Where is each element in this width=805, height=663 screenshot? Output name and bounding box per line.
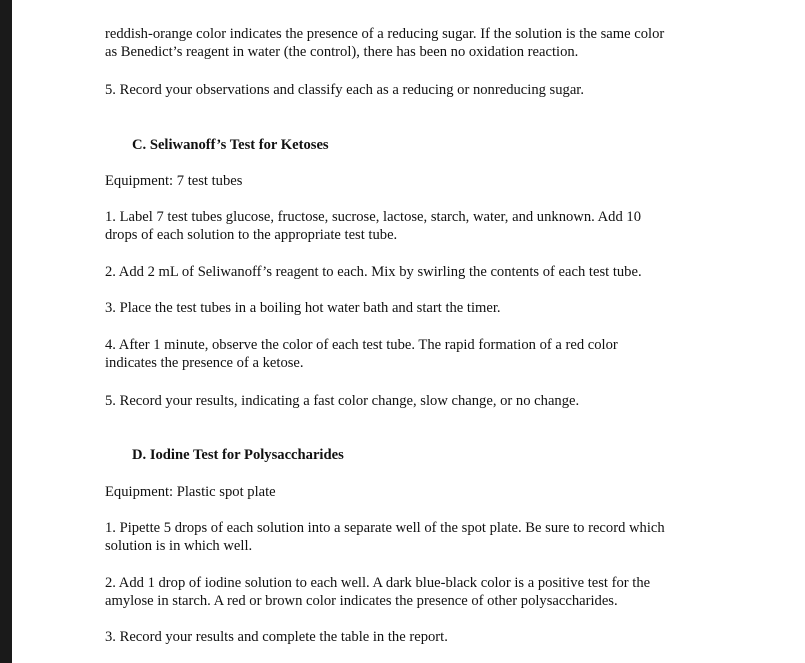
- sectionB-text-line-2: as Benedict’s reagent in water (the control), there has been no oxidation reaction.: [105, 44, 579, 60]
- sectionC-step-4-line-2: indicates the presence of a ketose.: [105, 355, 304, 371]
- sectionD-step-1-line-2: solution is in which well.: [105, 538, 253, 554]
- sectionC-step-2: 2. Add 2 mL of Seliwanoff’s reagent to each. Mix by swirling the contents of each test tube.: [105, 264, 642, 280]
- sectionC-step-5: 5. Record your results, indicating a fast color change, slow change, or no change.: [105, 393, 580, 409]
- sectionC-equipment: Equipment: 7 test tubes: [105, 173, 243, 189]
- sectionD-equipment: Equipment: Plastic spot plate: [105, 484, 276, 500]
- sectionB-text-line-1: reddish-orange color indicates the presence of a reducing sugar. If the solution is the same color: [105, 26, 665, 42]
- sectionD-step-2-line-1: 2. Add 1 drop of iodine solution to each well. A dark blue-black color is a positive test for the: [105, 575, 651, 591]
- sectionD-heading: D. Iodine Test for Polysaccharides: [132, 447, 344, 463]
- sectionC-step-3: 3. Place the test tubes in a boiling hot water bath and start the timer.: [105, 300, 501, 316]
- sectionD-step-2-line-2: amylose in starch. A red or brown color indicates the presence of other polysaccharides.: [105, 593, 618, 609]
- sectionC-step-1-line-2: drops of each solution to the appropriate test tube.: [105, 227, 398, 243]
- sectionC-heading: C. Seliwanoff’s Test for Ketoses: [132, 137, 329, 153]
- sectionC-step-1-line-1: 1. Label 7 test tubes glucose, fructose, sucrose, lactose, starch, water, and unknown. Add 10: [105, 209, 641, 225]
- left-edge-bar: [0, 0, 12, 663]
- sectionB-step-5: 5. Record your observations and classify each as a reducing or nonreducing sugar.: [105, 82, 585, 98]
- sectionD-step-1-line-1: 1. Pipette 5 drops of each solution into a separate well of the spot plate. Be sure to record which: [105, 520, 665, 536]
- sectionD-step-3: 3. Record your results and complete the table in the report.: [105, 629, 448, 645]
- sectionC-step-4-line-1: 4. After 1 minute, observe the color of each test tube. The rapid formation of a red color: [105, 337, 618, 353]
